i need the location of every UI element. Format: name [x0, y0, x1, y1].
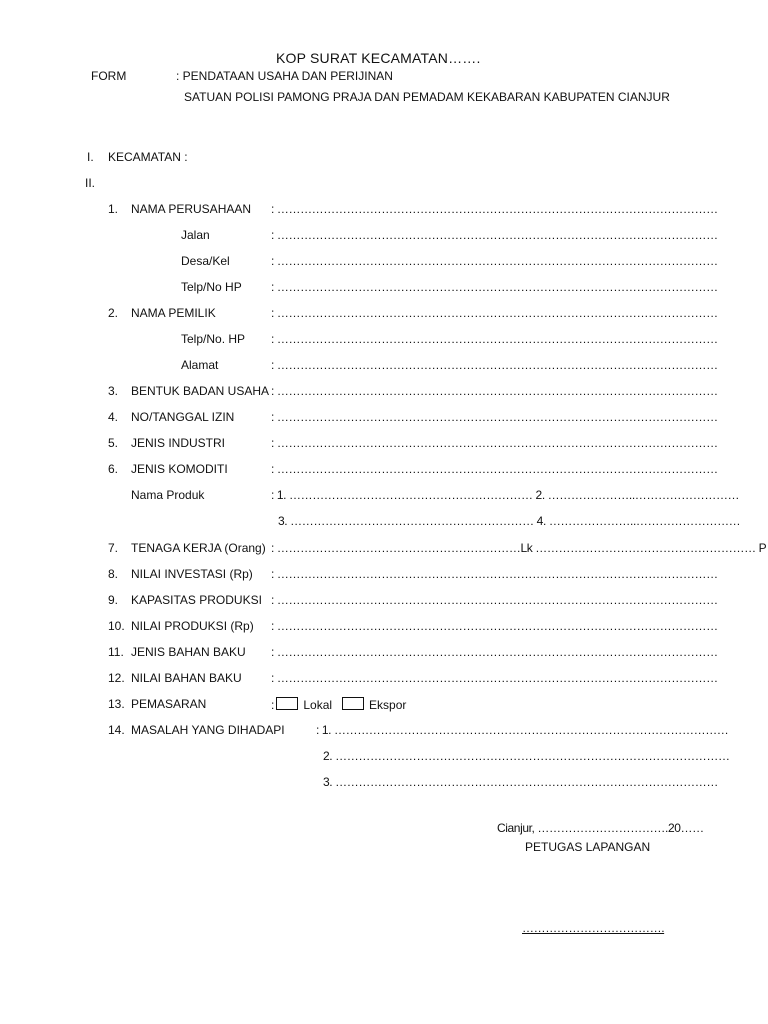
field-number: 1.: [108, 202, 119, 216]
field-value-line[interactable]: : ……………………………………………………………………………………………………: [271, 462, 718, 476]
field-value-line[interactable]: : ……………………………………………………………………………………………………: [271, 358, 718, 372]
field-label: Telp/No HP: [181, 280, 242, 294]
lokal-label: Lokal: [303, 698, 333, 712]
field-number: 4.: [108, 410, 119, 424]
field-label: JENIS BAHAN BAKU: [131, 645, 246, 659]
field-number: 6.: [108, 462, 119, 476]
officer-role: PETUGAS LAPANGAN: [525, 840, 651, 854]
field-number: 7.: [108, 541, 119, 555]
field-number: 13.: [108, 697, 125, 711]
field-value-line[interactable]: : ……………………………………………………………………………………………………: [271, 228, 718, 242]
section-1-number: I.: [87, 150, 94, 164]
field-label: JENIS INDUSTRI: [131, 436, 226, 450]
field-value-line[interactable]: : ……………………………………………………………………………………………………: [271, 619, 718, 633]
field-number: 2.: [108, 306, 119, 320]
field-label: Jalan: [181, 228, 210, 242]
field-label: BENTUK BADAN USAHA: [131, 384, 270, 398]
field-label: NILAI INVESTASI (Rp): [131, 567, 253, 581]
field-number: 5.: [108, 436, 119, 450]
problem-line-3[interactable]: 3. ………………………………………………………………………………………: [323, 775, 718, 789]
field-label: PEMASARAN: [131, 697, 207, 711]
field-label: JENIS KOMODITI: [131, 462, 228, 476]
field-label: NILAI BAHAN BAKU: [131, 671, 242, 685]
field-label: NAMA PEMILIK: [131, 306, 216, 320]
colon: :: [271, 698, 275, 712]
page-title: KOP SURAT KECAMATAN…….: [276, 50, 481, 66]
field-number: 8.: [108, 567, 119, 581]
field-number: 9.: [108, 593, 119, 607]
ekspor-label: Ekspor: [369, 698, 407, 712]
workforce-line[interactable]: : ………………………………………………………Lk ………………………………………………… P: [271, 541, 767, 555]
lokal-checkbox[interactable]: [276, 697, 298, 710]
field-value-line[interactable]: : ……………………………………………………………………………………………………: [271, 254, 718, 268]
field-value-line[interactable]: : ……………………………………………………………………………………………………: [271, 280, 718, 294]
ekspor-checkbox[interactable]: [342, 697, 364, 710]
problem-line-1[interactable]: : 1. …………………………………………………………………………………………: [316, 723, 729, 737]
field-value-line[interactable]: : ……………………………………………………………………………………………………: [271, 671, 718, 685]
subtitle: SATUAN POLISI PAMONG PRAJA DAN PEMADAM KEKABARAN KABUPATEN CIANJUR: [184, 90, 670, 104]
section-1-label: KECAMATAN :: [108, 150, 188, 164]
field-value-line[interactable]: : ……………………………………………………………………………………………………: [271, 593, 718, 607]
field-number: 10.: [108, 619, 125, 633]
field-value-line[interactable]: : ……………………………………………………………………………………………………: [271, 567, 718, 581]
field-number: 12.: [108, 671, 125, 685]
form-value: : PENDATAAN USAHA DAN PERIJINAN: [176, 69, 393, 83]
field-label: NILAI PRODUKSI (Rp): [131, 619, 254, 633]
section-2-number: II.: [85, 176, 96, 190]
product-line-3-4[interactable]: 3. ……………………………………………………… 4. …………………..………………………: [278, 514, 741, 528]
field-label: NO/TANGGAL IZIN: [131, 410, 235, 424]
problem-line-2[interactable]: 2. …………………………………………………………………………………………: [323, 749, 730, 763]
signature-line[interactable]: ……………………………….: [522, 921, 665, 935]
field-number: 14.: [108, 723, 125, 737]
field-number: 3.: [108, 384, 119, 398]
field-number: 11.: [108, 645, 124, 659]
field-value-line[interactable]: : ……………………………………………………………………………………………………: [271, 332, 718, 346]
field-value-line[interactable]: : ……………………………………………………………………………………………………: [271, 436, 718, 450]
field-value-line[interactable]: : ……………………………………………………………………………………………………: [271, 202, 718, 216]
product-line-1-2[interactable]: : 1. ……………………………………………………… 2. …………………..………………………: [271, 488, 740, 502]
form-label: FORM: [91, 69, 127, 83]
field-label: MASALAH YANG DIHADAPI: [131, 723, 285, 737]
field-value-line[interactable]: : ……………………………………………………………………………………………………: [271, 384, 718, 398]
field-label: TENAGA KERJA (Orang): [131, 541, 266, 555]
field-label: KAPASITAS PRODUKSI: [131, 593, 262, 607]
field-label: Nama Produk: [131, 488, 205, 502]
field-value-line[interactable]: : ……………………………………………………………………………………………………: [271, 410, 718, 424]
field-label: NAMA PERUSAHAAN: [131, 202, 252, 216]
field-label: Alamat: [181, 358, 219, 372]
marketing-options: [271, 697, 406, 712]
field-label: Telp/No. HP: [181, 332, 246, 346]
field-label: Desa/Kel: [181, 254, 230, 268]
field-value-line[interactable]: : ……………………………………………………………………………………………………: [271, 645, 718, 659]
field-value-line[interactable]: : ……………………………………………………………………………………………………: [271, 306, 718, 320]
place-date[interactable]: Cianjur, …………………………….20……: [497, 821, 704, 835]
